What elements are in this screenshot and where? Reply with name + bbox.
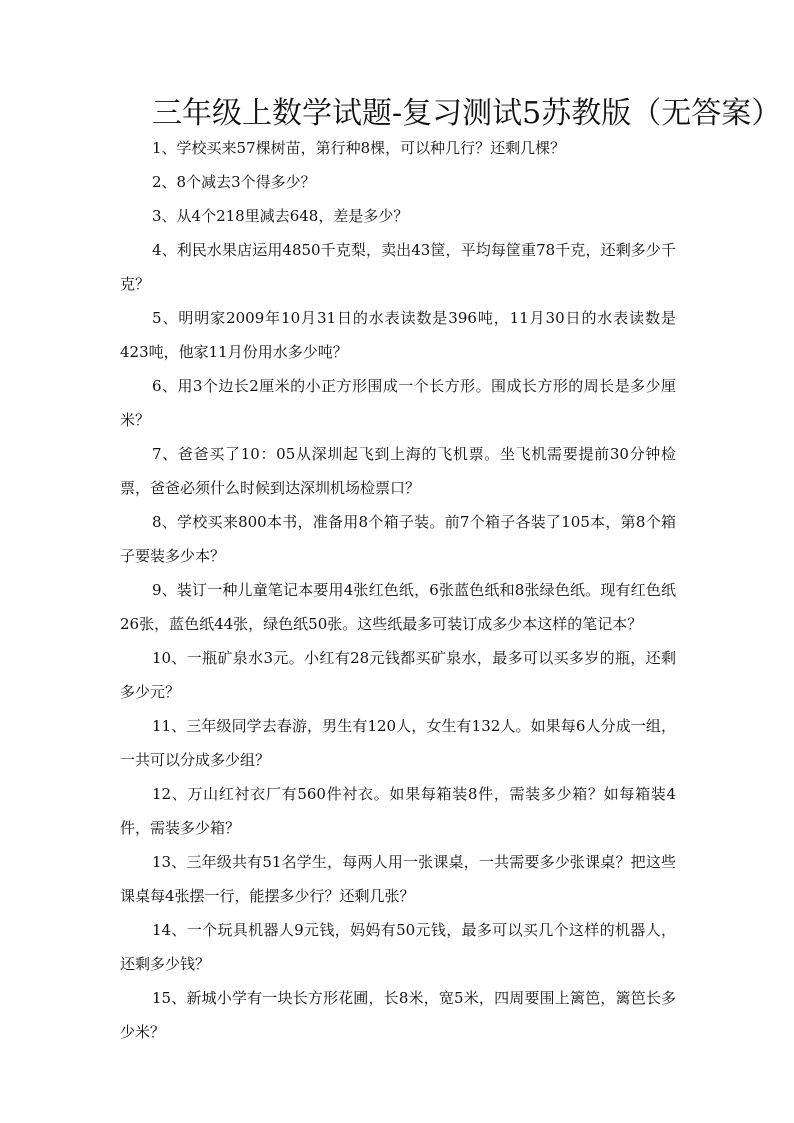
question-15: 15、新城小学有一块长方形花圃，长8米，宽5米，四周要围上篱笆，篱笆长多少米？ (120, 989, 676, 1041)
question-4: 4、利民水果店运用4850千克梨，卖出43筐，平均每筐重78千克，还剩多少千克？ (120, 241, 676, 293)
document-title: 三年级上数学试题-复习测试5苏教版（无答案） (152, 96, 782, 131)
question-7: 7、爸爸买了10：05从深圳起飞到上海的飞机票。坐飞机需要提前30分钟检票，爸爸必须什么时候到达深圳机场检票口？ (120, 445, 676, 497)
question-8: 8、学校买来800本书，准备用8个箱子装。前7个箱子各装了105本，第8个箱子要装多少本？ (120, 513, 676, 565)
question-2: 2、8个减去3个得多少？ (152, 173, 316, 191)
question-5: 5、明明家2009年10月31日的水表读数是396吨，11月30日的水表读数是423吨，他家11月份用水多少吨？ (120, 309, 676, 361)
question-9: 9、装订一种儿童笔记本要用4张红色纸，6张蓝色纸和8张绿色纸。现有红色纸26张，蓝色纸44张，绿色纸50张。这些纸最多可装订成多少本这样的笔记本？ (120, 581, 676, 633)
question-14: 14、一个玩具机器人9元钱，妈妈有50元钱，最多可以买几个这样的机器人，还剩多少钱？ (120, 921, 676, 973)
question-12: 12、万山红衬衣厂有560件衬衣。如果每箱装8件，需装多少箱？如每箱装4件，需装多少箱？ (120, 785, 676, 837)
document-body (120, 96, 782, 1049)
question-6: 6、用3个边长2厘米的小正方形围成一个长方形。围成长方形的周长是多少厘米？ (120, 377, 676, 429)
question-13: 13、三年级共有51名学生，每两人用一张课桌，一共需要多少张课桌？把这些课桌每4张摆一行，能摆多少行？还剩几张？ (120, 853, 676, 905)
question-10: 10、一瓶矿泉水3元。小红有28元钱都买矿泉水，最多可以买多岁的瓶，还剩多少元？ (120, 649, 676, 701)
question-1: 1、学校买来57棵树苗，第行种8棵，可以种几行？还剩几棵？ (152, 139, 566, 157)
question-3: 3、从4个218里减去648，差是多少？ (152, 207, 409, 225)
question-11: 11、三年级同学去春游，男生有120人，女生有132人。如果每6人分成一组，一共可以分成多少组？ (120, 717, 676, 769)
